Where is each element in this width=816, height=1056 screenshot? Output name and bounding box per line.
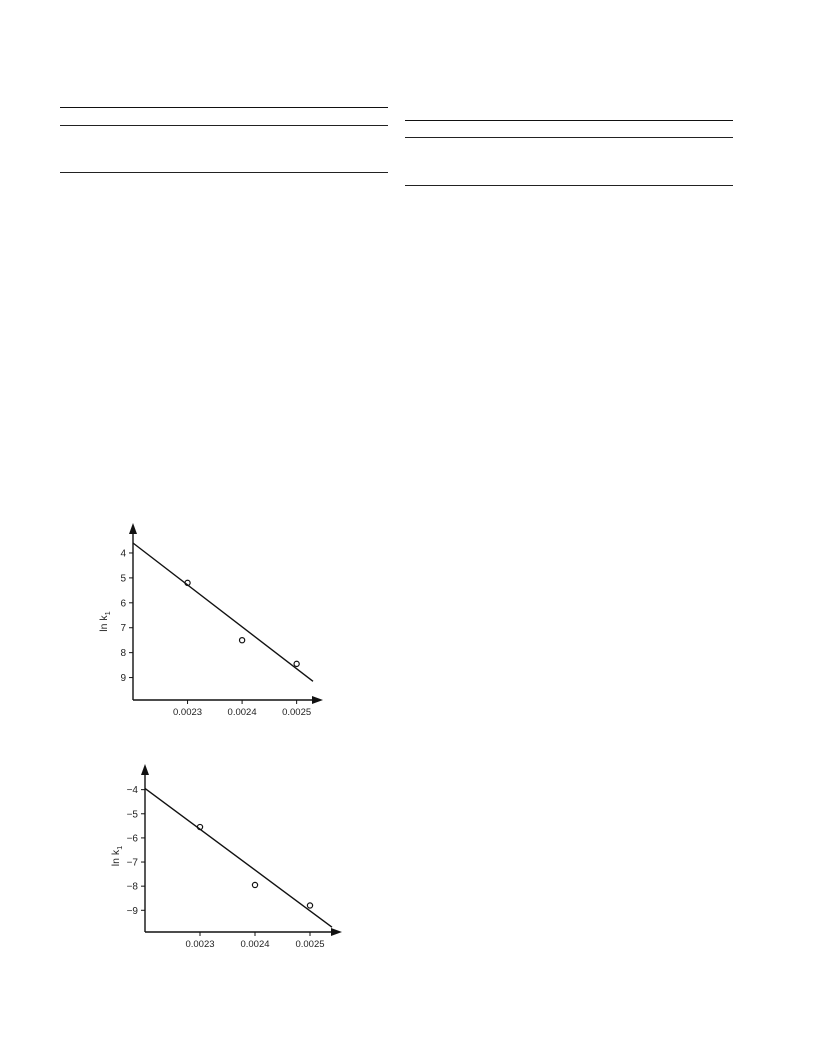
data-point	[239, 638, 244, 643]
x-tick-label: 0.0024	[240, 939, 270, 950]
x-axis-arrow-icon	[312, 696, 323, 704]
right-table-bottom-rule	[405, 185, 733, 186]
y-tick-label: 9	[120, 673, 126, 685]
y-tick-label: 4	[120, 548, 126, 560]
y-tick-label: 8	[120, 648, 126, 660]
x-tick-label: 0.0025	[295, 939, 325, 950]
y-tick-label: −6	[126, 833, 138, 845]
y-axis-arrow-icon	[141, 764, 149, 775]
data-point	[252, 882, 257, 887]
fit-line	[145, 788, 332, 927]
right-table-header-rule	[405, 137, 733, 138]
y-tick-label: −5	[126, 809, 138, 821]
x-tick-label: 0.0024	[227, 707, 257, 718]
left-table-top-rule	[60, 107, 388, 108]
arrhenius-chart-negative	[100, 760, 350, 960]
y-tick-label: 7	[120, 623, 126, 635]
fit-line	[133, 543, 313, 681]
x-tick-label: 0.0023	[173, 707, 203, 718]
y-axis-label: $\ln k_1$	[110, 845, 124, 867]
y-axis-label-subscript: 1	[103, 611, 112, 616]
arrhenius-chart-positive	[95, 515, 340, 725]
y-axis-label: $\ln k_1$	[98, 611, 112, 632]
left-table-header-rule	[60, 125, 388, 126]
y-axis-label-subscript: 1	[115, 845, 124, 850]
y-tick-label: −7	[126, 857, 138, 869]
x-tick-label: 0.0023	[185, 939, 215, 950]
y-tick-label: −4	[126, 785, 138, 797]
x-tick-label: 0.0025	[282, 707, 312, 718]
right-table-top-rule	[405, 120, 733, 121]
left-table-bottom-rule	[60, 172, 388, 173]
y-tick-label: −9	[126, 905, 138, 917]
data-point	[307, 903, 312, 908]
y-tick-label: 5	[120, 573, 126, 585]
data-point	[294, 661, 299, 666]
x-axis-arrow-icon	[331, 928, 342, 936]
y-axis-arrow-icon	[129, 523, 137, 534]
y-tick-label: −8	[126, 881, 138, 893]
y-tick-label: 6	[120, 598, 126, 610]
